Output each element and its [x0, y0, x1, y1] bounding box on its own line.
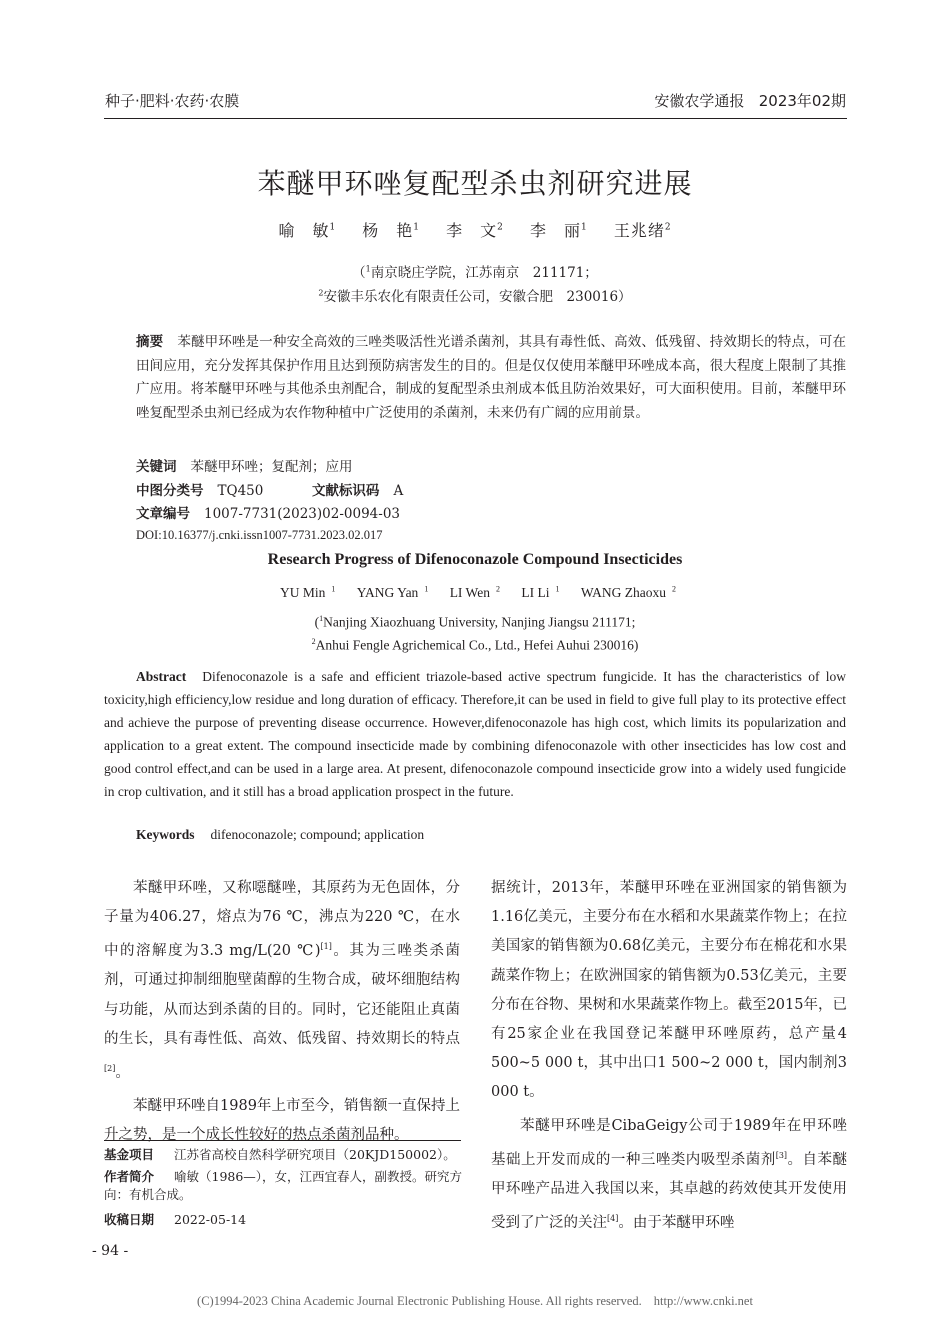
- paragraph: 苯醚甲环唑，又称噁醚唑，其原药为无色固体，分子量为406.27，熔点为76 ℃，沸点为220 ℃，在水中的溶解度为3.3 mg/L(20 ℃)[1]。其为三唑类杀菌剂，可通过抑制细胞壁菌醇的生物合成，破坏细胞结构与功能，从而达到杀菌的目的。同时，它还能阻止真菌的生长，具有毒性低、高效、低残留、持效期长的特点[2]。: [104, 880, 461, 1081]
- abstract-cn-label: 摘要: [136, 334, 164, 350]
- author: 李 丽$^1$: [529, 221, 588, 240]
- footnote-author: 作者简介 喻敏（1986—），女，江西宜春人，副教授。研究方: [104, 1169, 463, 1184]
- journal-issue: 2023年02期: [758, 92, 846, 110]
- body-column-right: [491, 874, 847, 1238]
- author-en: LI Li $^1$: [521, 584, 560, 600]
- copyright-line: (C)1994-2023 China Academic Journal Electronic Publishing House. All rights reserved. http://www.cnki.net: [197, 1294, 753, 1308]
- abstract-en: [104, 665, 846, 803]
- cnki-link[interactable]: http://www.cnki.net: [653, 1294, 753, 1308]
- author: 王兆绪$^2$: [613, 221, 672, 240]
- article-number-row: 文章编号 1007-7731(2023)02-0094-03: [136, 506, 401, 522]
- paper-title-en: Research Progress of Difenoconazole Compound Insecticides: [267, 551, 683, 568]
- keywords-en: Keywords difenoconazole; compound; application: [136, 827, 425, 842]
- paragraph: 苯醚甲环唑自1989年上市至今，销售额一直保持上升之势，是一个成长性较好的热点杀菌剂品种。: [104, 1098, 460, 1144]
- abstract-cn-text: 苯醚甲环唑是一种安全高效的三唑类吸活性光谱杀菌剂，其具有毒性低、高效、低残留、持效期长的特点，可在田间应用，充分发挥其保护作用且达到预防病害发生的目的。但是仅仅使用苯醚甲环唑成本高，很大程度上限制了其推广应用。将苯醚甲环唑与其他杀虫剂配合，制成的复配型杀虫剂成本低且防治效果好，可大面积使用。目前，苯醚甲环唑复配型杀虫剂已经成为农作物种植中广泛使用的杀菌剂，未来仍有广阔的应用前景。: [136, 334, 847, 421]
- header-rule: [104, 118, 847, 119]
- journal-info: [654, 90, 846, 111]
- body-column-left: [104, 874, 460, 1150]
- author-list-en: [0, 584, 950, 601]
- keywords-cn: 关键词 苯醚甲环唑；复配剂；应用: [136, 459, 353, 475]
- paper-title: 苯醚甲环唑复配型杀虫剂研究进展: [257, 167, 693, 200]
- author: 杨 艳$^1$: [362, 221, 421, 240]
- author-list: [0, 218, 950, 241]
- affiliation: （$^1$南京晓庄学院，江苏南京 211171；: [352, 264, 598, 281]
- footnote-fund: 基金项目 江苏省高校自然科学研究项目（20KJD150002）。: [104, 1147, 456, 1162]
- paragraph: 苯醚甲环唑是CibaGeigy公司于1989年在甲环唑基础上开发而成的一种三唑类内吸型杀菌剂[3]。自苯醚甲环唑产品进入我国以来，其卓越的药效使其开发使用受到了广泛的关注[4]。由于苯醚甲环唑: [491, 1117, 848, 1231]
- abstract-en-text: Difenoconazole is a safe and efficient triazole-based active spectrum fungicide. It has the characteristics of low toxicity,high efficiency,low residue and long duration of efficacy. Therefore,it can be used in field to give full play to its protective effect and achieve the purpose of preventing disease occurrence. However,difenoconazole has high cost, which limits its popularization and application to a great extent. The compound insecticide made by combining difenoconazole with other insecticides has low cost and good control effect,and can be used in a large area. At present, difenoconazole compound insecticide grow into a widely used fungicide in crop cultivation, and it still has a broad application prospect in the future.: [104, 669, 846, 799]
- affiliation: $^2$安徽丰乐农化有限责任公司，安徽合肥 230016）: [318, 288, 632, 305]
- journal-name: 安徽农学通报: [654, 92, 745, 110]
- author-en: YANG Yan $^1$: [356, 584, 429, 600]
- paragraph: 据统计，2013年，苯醚甲环唑在亚洲国家的销售额为1.16亿美元，主要分布在水稻和水果蔬菜作物上；在拉美国家的销售额为0.68亿美元，主要分布在棉花和水果蔬菜作物上；在欧洲国家的销售额为0.53亿美元，主要分布在谷物、果树和水果蔬菜作物上。截至2015年，已有25家企业在我国登记苯醚甲环唑原药，总产量4 500~5 000 t，其中出口1 500~2 000 t，国内制剂3 000 t。: [491, 880, 847, 1101]
- section-label: 种子·肥料·农药·农膜: [105, 92, 240, 110]
- footnote-rule: [104, 1140, 461, 1141]
- abstract-en-label: Abstract: [136, 669, 187, 684]
- abstract-cn: [136, 331, 846, 425]
- classification-row: 中图分类号 TQ450 文献标识码 A: [136, 483, 404, 499]
- author: 喻 敏$^1$: [278, 221, 337, 240]
- author: 李 文$^2$: [446, 221, 504, 240]
- doi: DOI:10.16377/j.cnki.issn1007-7731.2023.02.017: [136, 528, 383, 542]
- author-en: LI Wen $^2$: [449, 584, 500, 600]
- affiliation-en: ($^1$Nanjing Xiaozhuang University, Nanjing Jiangsu 211171;: [314, 614, 636, 630]
- affiliation-en: $^2$Anhui Fengle Agrichemical Co., Ltd., Hefei Auhui 230016): [311, 637, 639, 653]
- footnote-date: 收稿日期 2022-05-14: [104, 1212, 247, 1227]
- footnote-author-cont: 向：有机合成。: [104, 1187, 192, 1202]
- author-en: WANG Zhaoxu $^2$: [580, 584, 676, 600]
- author-en: YU Min $^1$: [280, 584, 336, 600]
- page-number: - 94 -: [92, 1243, 129, 1259]
